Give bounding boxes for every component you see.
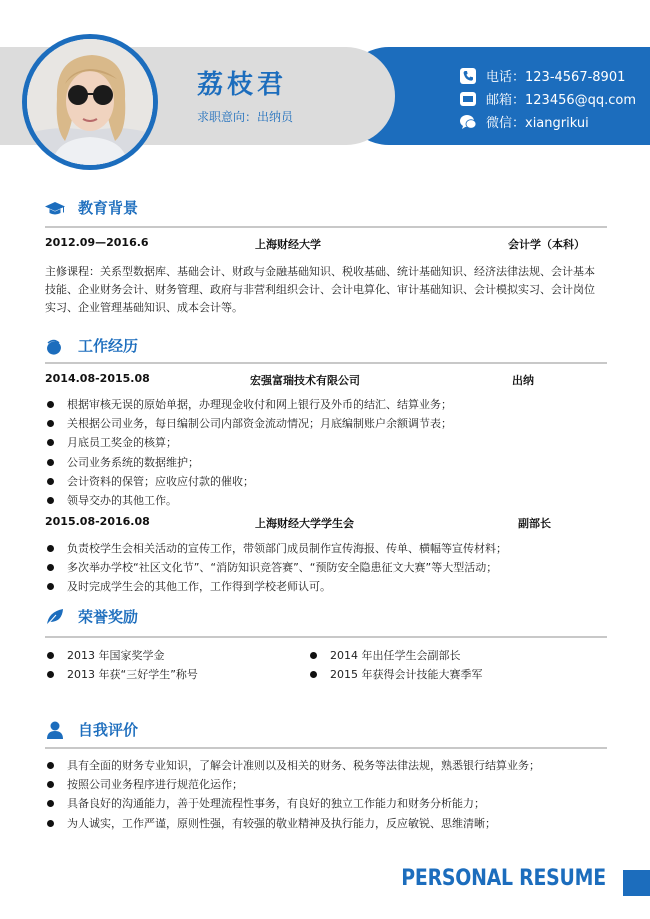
list-item: 2013 年国家奖学金 xyxy=(45,646,345,665)
self-title-text: 自我评价 xyxy=(78,721,139,739)
footer-title: PERSONAL RESUME xyxy=(401,866,606,891)
work-title-text: 工作经历 xyxy=(78,337,139,355)
graduation-cap-icon xyxy=(45,199,65,217)
wechat-icon xyxy=(460,114,476,130)
avatar xyxy=(27,39,153,165)
list-item: 负责校学生会相关活动的宣传工作，带领部门成员制作宣传海报、传单、横幅等宣传材料； xyxy=(45,539,507,558)
contact-wechat-text: 微信：xiangrikui xyxy=(486,116,589,131)
list-item: 按照公司业务程序进行规范化运作； xyxy=(45,775,540,794)
job-period: 2014.08-2015.08 xyxy=(45,372,150,385)
list-item: 2013 年获“三好学生”称号 xyxy=(45,665,345,684)
honors-title-text: 荣誉奖励 xyxy=(78,608,139,626)
list-item: 会计资料的保管；应收应付款的催收； xyxy=(45,472,452,491)
education-section-title xyxy=(45,197,138,218)
education-courses: 主修课程：关系型数据库、基础会计、财政与金融基础知识、税收基础、统计基础知识、经济法律法规、会计基本技能、企业财务会计、财务管理、政府与非营利组织会计、会计电算化、审计基础知识、会计模拟实习、会计岗位实习、企业管理基础知识、成本会计等。 xyxy=(45,265,595,314)
list-item: 2014 年出任学生会副部长 xyxy=(308,646,608,665)
education-divider xyxy=(45,226,607,228)
education-period: 2012.09—2016.6 xyxy=(45,236,149,249)
work-section-title xyxy=(45,335,138,356)
job-role: 出纳 xyxy=(512,374,534,387)
job-company: 上海财经大学学生会 xyxy=(255,517,354,530)
candidate-name: 荔枝君 xyxy=(197,70,288,100)
contact-email xyxy=(460,89,636,108)
honors-list-left xyxy=(45,646,345,684)
person-icon xyxy=(45,721,65,739)
list-item: 领导交办的其他工作。 xyxy=(45,491,452,510)
list-item: 具备良好的沟通能力，善于处理流程性事务，有良好的独立工作能力和财务分析能力； xyxy=(45,794,540,813)
contact-wechat xyxy=(460,112,589,131)
contact-email-text: 邮箱：123456@qq.com xyxy=(486,93,637,108)
job-duties-list xyxy=(45,539,507,597)
footer-square xyxy=(623,870,650,896)
job-period: 2015.08-2016.08 xyxy=(45,515,150,528)
list-item: 多次举办学校“社区文化节”、“消防知识竞答赛”、“预防安全隐患征文大赛”等大型活动； xyxy=(45,558,507,577)
self-divider xyxy=(45,747,607,749)
job-duties-list xyxy=(45,395,452,510)
mail-icon xyxy=(460,91,476,107)
job-intent: 求职意向：出纳员 xyxy=(197,110,294,124)
education-school: 上海财经大学 xyxy=(255,238,321,251)
list-item: 公司业务系统的数据维护； xyxy=(45,453,452,472)
education-title-text: 教育背景 xyxy=(78,199,139,217)
job-role: 副部长 xyxy=(518,517,551,530)
list-item: 月底员工奖金的核算； xyxy=(45,433,452,452)
contact-phone-text: 电话：123-4567-8901 xyxy=(486,70,626,85)
list-item: 及时完成学生会的其他工作，工作得到学校老师认可。 xyxy=(45,577,507,596)
work-divider xyxy=(45,362,607,364)
honors-divider xyxy=(45,636,607,638)
self-section-title xyxy=(45,719,138,740)
self-evaluation-list xyxy=(45,756,540,833)
list-item: 关根据公司业务，每日编制公司内部资金流动情况；月底编制账户余额调节表； xyxy=(45,414,452,433)
leaf-icon xyxy=(45,608,65,626)
list-item: 为人诚实，工作严谨，原则性强，有较强的敬业精神及执行能力，反应敏锐、思维清晰； xyxy=(45,814,540,833)
honors-list-right xyxy=(308,646,608,684)
contact-phone xyxy=(460,66,625,85)
phone-icon xyxy=(460,68,476,84)
list-item: 具有全面的财务专业知识，了解会计准则以及相关的财务、税务等法律法规，熟悉银行结算业务； xyxy=(45,756,540,775)
education-major: 会计学（本科） xyxy=(508,238,585,251)
list-item: 2015 年获得会计技能大赛季军 xyxy=(308,665,608,684)
honors-section-title xyxy=(45,606,138,627)
mouse-icon xyxy=(45,337,65,355)
job-company: 宏强富瑞技术有限公司 xyxy=(250,374,360,387)
list-item: 根据审核无误的原始单据，办理现金收付和网上银行及外币的结汇、结算业务； xyxy=(45,395,452,414)
